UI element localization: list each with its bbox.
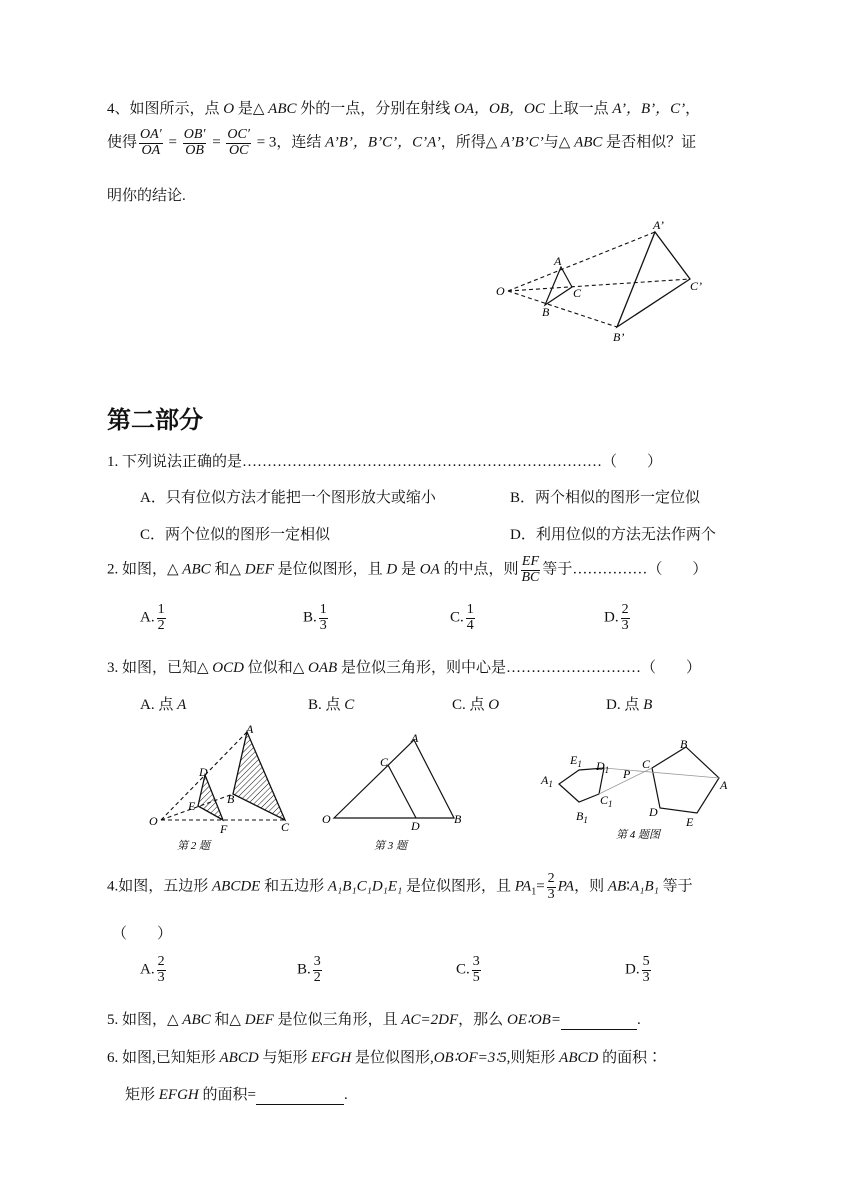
- label-A: A: [720, 778, 728, 792]
- label-O: O: [149, 814, 158, 828]
- label-E: E: [188, 799, 196, 813]
- q6-stem-line2: 矩形 EFGH 的面积= .: [125, 1087, 348, 1103]
- q3-option-d: D. 点 B: [606, 697, 653, 713]
- label-C1: $C_1$: [600, 793, 613, 809]
- q5-stem: 5. 如图，△ ABC 和△ DEF 是位似三角形，且 AC=2DF，那么 OE∶OB= .: [107, 1012, 641, 1028]
- label-B: B: [680, 737, 688, 751]
- q4-intro-line2: 使得 $\frac{OA'}{OA}$ = $\frac{OB'}{OB}$ = $\frac{OC'}{OC}$ = 3，连结 A’B’，B’C’，C’A’，所得△ A’B’C’与△ ABC 是否相似？证: [107, 127, 697, 158]
- label-C: C: [281, 820, 290, 834]
- q3-option-c: C. 点 O: [452, 697, 500, 713]
- label-A1: $A_1$: [541, 773, 553, 789]
- fraction: $\frac{OA'}{OA}$: [140, 127, 162, 158]
- fraction-two-thirds: $\frac{2}{3}$: [547, 871, 555, 902]
- label-P: P: [623, 767, 631, 781]
- q2-option-d: D. $\frac{2}{3}$: [604, 602, 629, 633]
- q1-option-c: C．两个位似的图形一定相似: [140, 527, 331, 543]
- label-C: C: [573, 286, 582, 300]
- q6-answer-blank[interactable]: [256, 1087, 344, 1105]
- label-A: A: [246, 722, 254, 736]
- homothety-figure-1: [490, 215, 720, 350]
- label-B: B: [542, 305, 550, 319]
- q1-option-b: B．两个相似的图形一定位似: [510, 490, 701, 506]
- figure-q4: [536, 730, 746, 845]
- q1-stem: 1. 下列说法正确的是………………………………………………………………（ ）: [107, 454, 663, 470]
- label-O: O: [322, 812, 331, 826]
- label-B1: $B_1$: [576, 809, 588, 825]
- figure-q3: [318, 728, 478, 858]
- q6-stem-line1: 6. 如图,已知矩形 ABCD 与矩形 EFGH 是位似图形,OB∶OF=3∶5,则矩形 ABCD 的面积∶: [107, 1050, 663, 1066]
- label-A-prime: A’: [653, 218, 664, 232]
- label-E: E: [686, 815, 694, 829]
- q4-stem: 4.如图，五边形 ABCDE 和五边形 A₁B₁C₁D₁E₁ 是位似图形，且 $PA_1=$ $\frac{2}{3}$ PA，则 AB∶A₁B₁ 等于: [107, 871, 693, 902]
- q2-option-c: C. $\frac{1}{4}$: [450, 602, 474, 633]
- q2-option-a: A. $\frac{1}{2}$: [140, 602, 165, 633]
- q4-option-c: C. $\frac{3}{5}$: [456, 954, 480, 985]
- section-title: 第二部分: [107, 406, 203, 434]
- label-B: B: [227, 792, 235, 806]
- label-D: D: [411, 819, 420, 833]
- label-F: F: [220, 822, 228, 836]
- label-A: A: [411, 731, 419, 745]
- label-A: A: [554, 254, 562, 268]
- fraction: $\frac{OC'}{OC}$: [227, 127, 250, 158]
- q3-stem: 3. 如图，已知△ OCD 位似和△ OAB 是位似三角形，则中心是………………………（ ）: [107, 660, 701, 676]
- q2-stem: 2. 如图，△ ABC 和△ DEF 是位似图形，且 D 是 OA 的中点，则 $\frac{EF}{BC}$ 等于……………（ ）: [107, 554, 708, 585]
- label-B: B: [454, 812, 462, 826]
- figure-q4-caption: 第 4 题图: [616, 829, 660, 841]
- q4-intro-line1: 4、如图所示，点 O 是△ ABC 外的一点，分别在射线 OA，OB，OC 上取一点 A’，B’，C’，: [107, 101, 701, 117]
- label-D: D: [649, 805, 658, 819]
- q5-answer-blank[interactable]: [561, 1012, 637, 1030]
- label-C-prime: C’: [690, 279, 702, 293]
- q2-option-b: B. $\frac{1}{3}$: [303, 602, 327, 633]
- q4-option-d: D. $\frac{5}{3}$: [625, 954, 650, 985]
- q4-intro-line3: 明你的结论.: [107, 188, 186, 204]
- label-O: O: [496, 284, 505, 298]
- q1-option-a: A．只有位似方法才能把一个图形放大或缩小: [140, 490, 436, 506]
- label-E1: $E_1$: [570, 753, 582, 769]
- q4-option-a: A. $\frac{2}{3}$: [140, 954, 165, 985]
- figure-q3-caption: 第 3 题: [374, 840, 407, 852]
- q3-option-a: A. 点 A: [140, 697, 187, 713]
- label-B-prime: B’: [613, 330, 625, 344]
- q3-option-b: B. 点 C: [308, 697, 355, 713]
- label-D: D: [199, 765, 208, 779]
- label-C: C: [380, 755, 389, 769]
- q4-answer-paren: （ ）: [112, 926, 173, 942]
- figure-q2-caption: 第 2 题: [177, 840, 210, 852]
- figure-q2: [145, 720, 300, 855]
- q1-option-d: D．利用位似的方法无法作两个: [510, 527, 716, 543]
- label-D1: $D_1$: [596, 759, 610, 775]
- fraction-ef-bc: $\frac{EF}{BC}$: [521, 554, 540, 585]
- fraction: $\frac{OB'}{OB}$: [183, 127, 206, 158]
- label-C: C: [642, 757, 651, 771]
- q4-option-b: B. $\frac{3}{2}$: [297, 954, 321, 985]
